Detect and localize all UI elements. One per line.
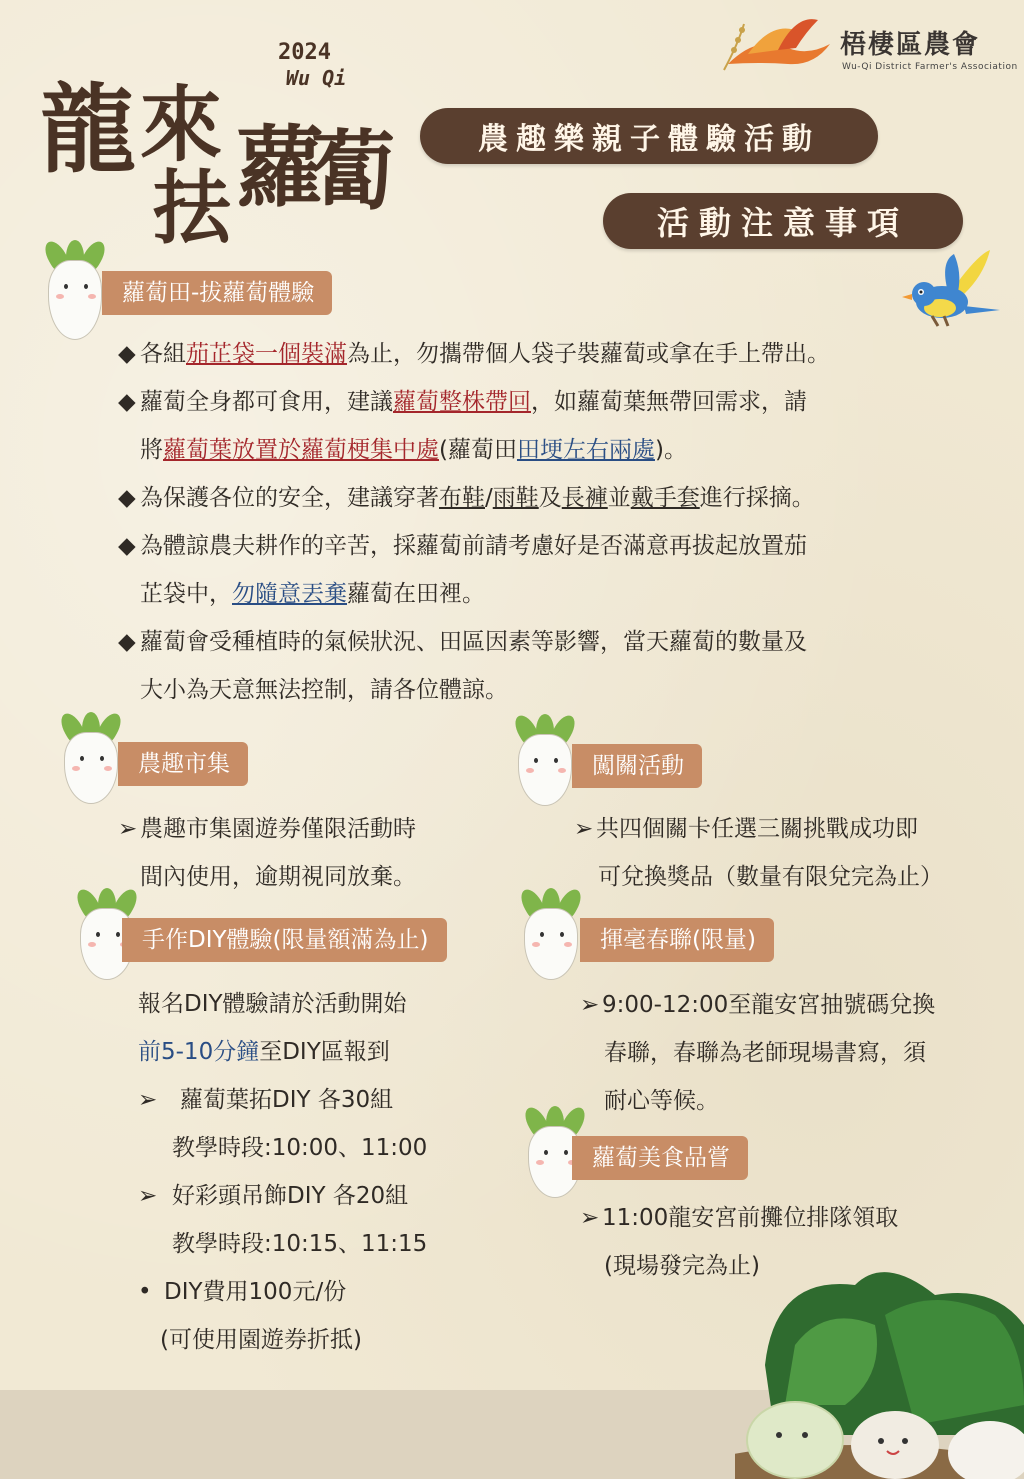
radish-mascot-icon	[510, 714, 580, 806]
notice-line-7: ◆ 蘿蔔會受種植時的氣候狀況、田區因素等影響，當天蘿蔔的數量及	[118, 629, 807, 655]
radish-mascot-icon	[40, 240, 110, 340]
market-line-1: ➢ 農趣市集園遊券僅限活動時	[118, 816, 416, 842]
notice-line-2: ◆ 蘿蔔全身都可食用，建議蘿蔔整株帶回，如蘿蔔葉無帶回需求，請	[118, 389, 807, 415]
notice-line-6: 芷袋中，勿隨意丟棄蘿蔔在田裡。	[140, 581, 485, 607]
phoenix-logo-icon	[718, 14, 836, 80]
section-label-diy: 手作DIY體驗(限量額滿為止)	[122, 918, 447, 962]
notice-line-3: 將蘿蔔葉放置於蘿蔔梗集中處(蘿蔔田田埂左右兩處)。	[140, 437, 687, 463]
section-label-challenge: 闖關活動	[572, 744, 702, 788]
notice-line-1: ◆ 各組茄芷袋一個裝滿為止，勿攜帶個人袋子裝蘿蔔或拿在手上帶出。	[118, 341, 830, 367]
title-char-kioh: 抾	[152, 161, 232, 255]
diy-item-1: ➢ 蘿蔔葉拓DIY 各30組	[138, 1087, 394, 1113]
section-label-market: 農趣市集	[118, 742, 248, 786]
diy-fee: • DIY費用100元/份	[138, 1279, 347, 1305]
challenge-line-2: 可兌換獎品（數量有限兌完為止）	[598, 864, 943, 890]
diy-item-2: ➢ 好彩頭吊飾DIY 各20組	[138, 1183, 409, 1209]
couplet-line-3: 耐心等候。	[604, 1088, 719, 1114]
food-line-1: ➢ 11:00龍安宮前攤位排隊領取	[580, 1205, 899, 1231]
bird-icon	[892, 250, 1002, 335]
event-title-pill: 農趣樂親子體驗活動	[420, 108, 878, 164]
radish-mascot-icon	[516, 888, 586, 980]
diy-fee-note: (可使用園遊券折抵)	[160, 1327, 362, 1353]
title-year: 2024	[278, 40, 331, 65]
diy-line-1: 報名DIY體驗請於活動開始	[138, 991, 407, 1017]
diy-line-2: 前5-10分鐘至DIY區報到	[138, 1039, 390, 1065]
title-art	[40, 40, 400, 255]
notice-line-5: ◆ 為體諒農夫耕作的辛苦，採蘿蔔前請考慮好是否滿意再拔起放置茄	[118, 533, 807, 559]
title-char-long: 龍	[40, 73, 136, 186]
market-line-2: 間內使用，逾期視同放棄。	[140, 864, 416, 890]
radish-mascot-icon	[56, 712, 126, 804]
notice-line-4: ◆ 為保護各位的安全，建議穿著布鞋/雨鞋及長褲並戴手套進行採摘。	[118, 485, 815, 511]
notice-title-pill: 活動注意事項	[603, 193, 963, 249]
couplet-line-2: 春聯，春聯為老師現場書寫，須	[604, 1040, 926, 1066]
couplet-line-1: ➢ 9:00-12:00至龍安宮抽號碼兌換	[580, 992, 936, 1018]
section-label-couplet: 揮毫春聯(限量)	[580, 918, 774, 962]
diy-item-1-time: 教學時段:10:00、11:00	[172, 1135, 428, 1161]
title-char-lai: 來	[140, 77, 223, 173]
vegetable-illustration-icon	[735, 1255, 1024, 1479]
notice-line-8: 大小為天意無法控制，請各位體諒。	[140, 677, 508, 703]
challenge-line-1: ➢ 共四個關卡任選三關挑戰成功即	[574, 816, 918, 842]
section-label-radish-pulling: 蘿蔔田-拔蘿蔔體驗	[102, 271, 332, 315]
logo-name: 梧棲區農會	[840, 30, 981, 60]
food-line-2: (現場發完為止)	[604, 1253, 760, 1279]
association-logo	[718, 14, 1018, 80]
logo-sub: Wu-Qi District Farmer's Association	[842, 62, 1018, 72]
title-char-bo: 蔔	[310, 121, 396, 222]
title-wuqi: Wu Qi	[286, 66, 347, 90]
section-label-food: 蘿蔔美食品嘗	[572, 1136, 748, 1180]
title-char-luo: 蘿	[236, 115, 325, 219]
diy-item-2-time: 教學時段:10:15、11:15	[172, 1231, 428, 1257]
